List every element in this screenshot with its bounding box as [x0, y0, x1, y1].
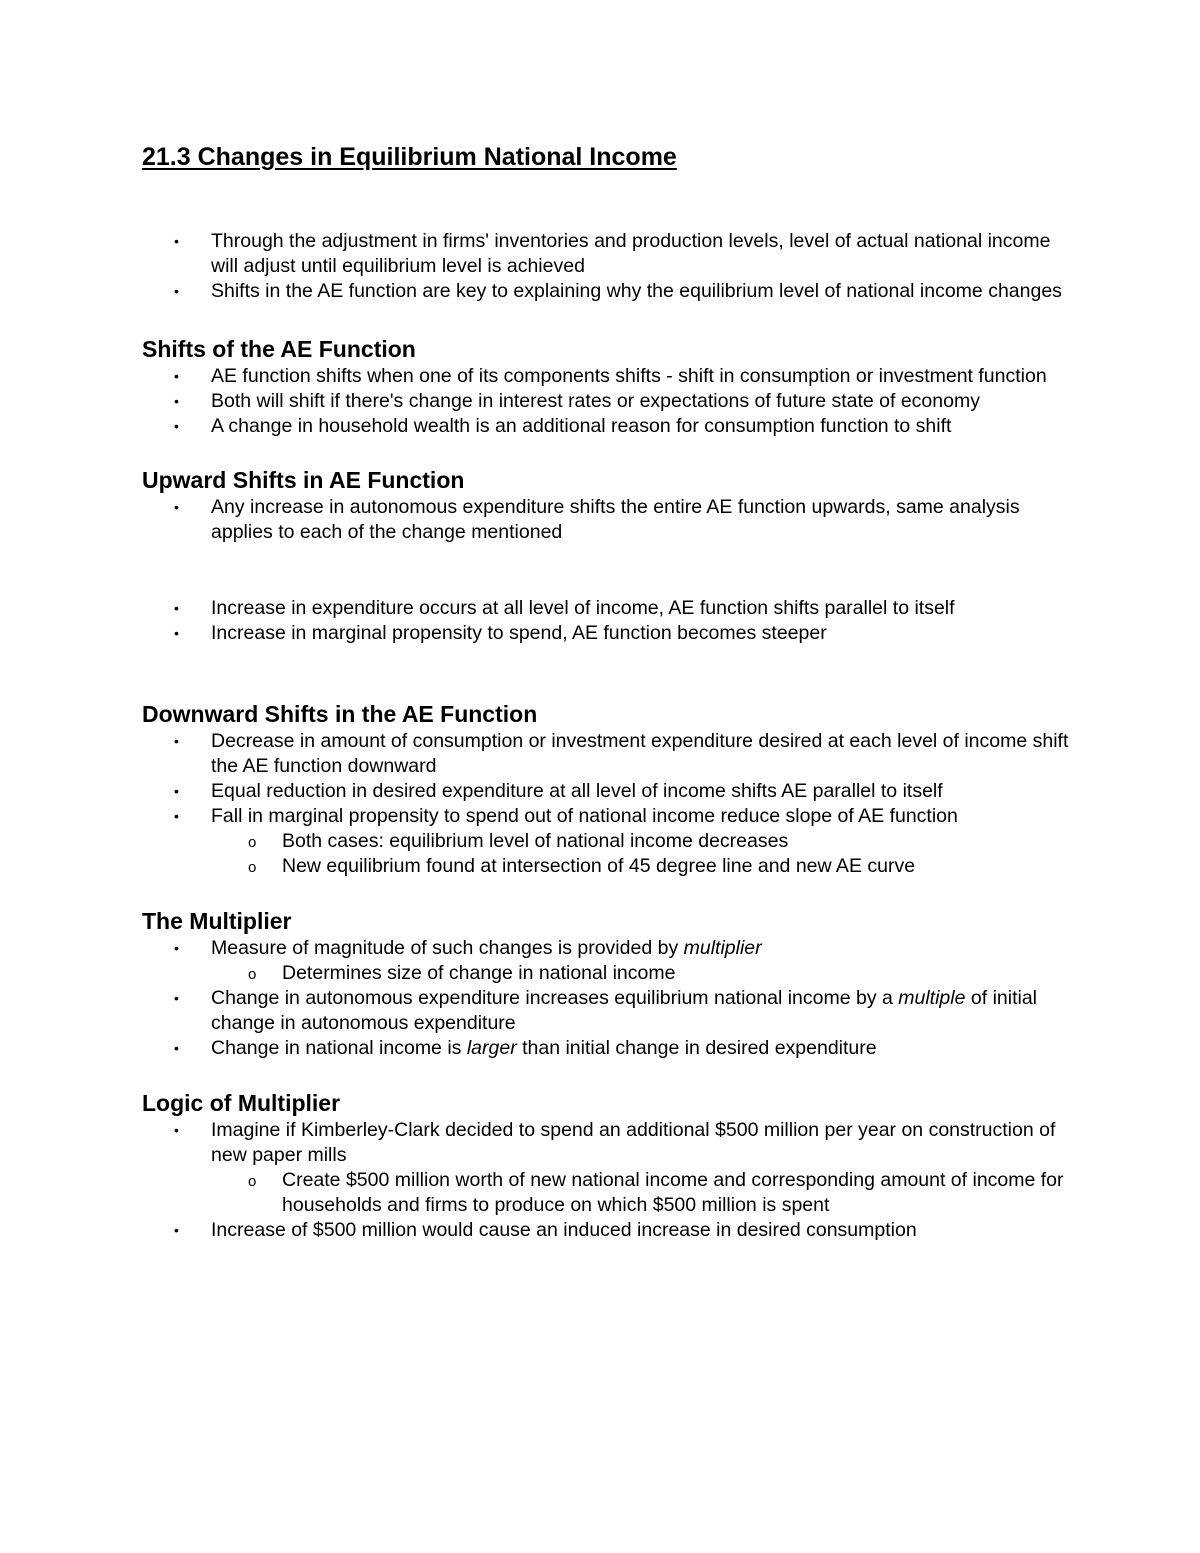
upward-list-a	[142, 495, 1072, 545]
section-heading-shifts: Shifts of the AE Function	[142, 336, 416, 362]
sub-bullet-icon: o	[248, 1173, 257, 1190]
list-item: • A change in household wealth is an additional reason for consumption function to shift	[174, 415, 952, 437]
bullet-icon: •	[174, 418, 179, 434]
bullet-icon: •	[174, 783, 179, 799]
list-item: • AE function shifts when one of its components shifts - shift in consumption or investment function	[174, 365, 1047, 387]
bullet-icon: •	[174, 940, 179, 956]
section-heading-downward: Downward Shifts in the AE Function	[142, 701, 538, 727]
shifts-list	[142, 364, 1072, 439]
bullet-icon: •	[174, 808, 179, 824]
list-item: • Both will shift if there's change in interest rates or expectations of future state of economy	[174, 390, 980, 412]
bullet-icon: •	[174, 393, 179, 409]
bullet-icon: •	[174, 368, 179, 384]
list-item: • Equal reduction in desired expenditure at all level of income shifts AE parallel to itself	[174, 780, 943, 802]
intro-list	[142, 229, 1072, 304]
logic-sub-list	[142, 1168, 1072, 1218]
multiplier-list	[142, 936, 1072, 1061]
bullet-icon: •	[174, 283, 179, 299]
bullet-icon: •	[174, 990, 179, 1006]
sub-bullet-icon: o	[248, 859, 257, 876]
bullet-icon: •	[174, 625, 179, 641]
downward-list	[142, 729, 1072, 879]
list-item: • Fall in marginal propensity to spend out of national income reduce slope of AE function o Both cases: equilibrium level of national income decreases o New equilibrium found at intersection of 45 degree line and new AE curve	[142, 804, 1072, 879]
list-item: • Decrease in amount of consumption or investment expenditure desired at each level of income shift the AE function downward	[174, 730, 1069, 777]
list-item: • Imagine if Kimberley-Clark decided to spend an additional $500 million per year on construction of new paper mills o Create $500 million worth of new national income and corresponding amount of income for households and firms to produce on which $500 million is spent	[142, 1118, 1072, 1218]
page-title: 21.3 Changes in Equilibrium National Income	[142, 143, 677, 171]
section-heading-upward: Upward Shifts in AE Function	[142, 467, 465, 493]
bullet-icon: •	[174, 233, 179, 249]
bullet-icon: •	[174, 733, 179, 749]
bullet-icon: •	[174, 1122, 179, 1138]
list-item: • Change in national income is larger than initial change in desired expenditure	[174, 1037, 877, 1059]
section-heading-multiplier: The Multiplier	[142, 908, 292, 934]
list-item: • Measure of magnitude of such changes is provided by multiplier o Determines size of change in national income	[142, 936, 1072, 986]
list-item: • Any increase in autonomous expenditure shifts the entire AE function upwards, same analysis applies to each of the change mentioned	[174, 496, 1020, 543]
list-item: • Change in autonomous expenditure increases equilibrium national income by a multiple of initial change in autonomous expenditure	[174, 987, 1038, 1034]
list-item: • Shifts in the AE function are key to explaining why the equilibrium level of national income changes	[174, 280, 1062, 302]
sub-list-item: o New equilibrium found at intersection of 45 degree line and new AE curve	[142, 854, 1072, 879]
multiplier-sub-list	[142, 961, 1072, 986]
bullet-icon: •	[174, 499, 179, 515]
bullet-icon: •	[174, 1040, 179, 1056]
list-item: • Through the adjustment in firms' inventories and production levels, level of actual national income will adjust until equilibrium level is achieved	[174, 230, 1051, 277]
logic-list	[142, 1118, 1072, 1243]
section-heading-logic: Logic of Multiplier	[142, 1090, 341, 1116]
bullet-icon: •	[174, 600, 179, 616]
list-item: • Increase in expenditure occurs at all level of income, AE function shifts parallel to itself	[174, 597, 955, 619]
bullet-icon: •	[174, 1222, 179, 1238]
sub-list-item: o Both cases: equilibrium level of national income decreases	[142, 829, 1072, 854]
sub-bullet-icon: o	[248, 834, 257, 851]
document-page	[142, 138, 1072, 1243]
sub-bullet-icon: o	[248, 966, 257, 983]
list-item: • Increase of $500 million would cause an induced increase in desired consumption	[174, 1219, 917, 1241]
sub-list-item: o Create $500 million worth of new national income and corresponding amount of income for households and firms to produce on which $500 million is spent	[248, 1169, 1064, 1216]
upward-list-b	[142, 596, 1072, 646]
list-item: • Increase in marginal propensity to spend, AE function becomes steeper	[174, 622, 827, 644]
downward-sub-list	[142, 829, 1072, 879]
sub-list-item: o Determines size of change in national income	[142, 961, 1072, 986]
